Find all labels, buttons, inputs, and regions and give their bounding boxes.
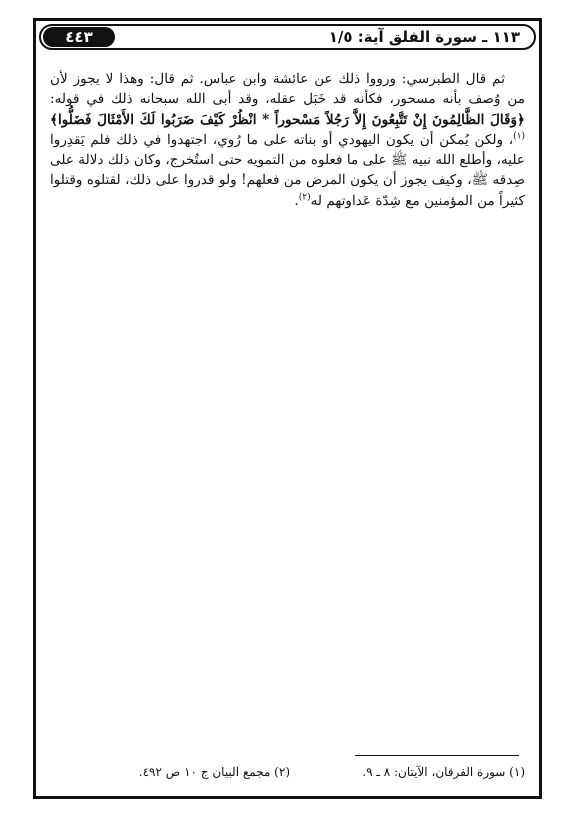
paragraph-text-start: ثم قال الطبرسي: ورووا ذلك عن عائشة وابن عباس. ثم قال: وهذا لا يجوز لأن من وُصف بأنه مسحور، فكأنه قد خَبَل عقله، وقد أبى الله سبحانه ذلك في قوله: [50,71,525,108]
footnote-1: (١) سورة الفرقان، الآيتان: ٨ ـ ٩. [362,765,525,779]
paragraph-text-continued: ، ولكن يُمكن أن يكون اليهودي أو بناته على ما رُوي، اجتهدوا في ذلك فلم يَقدِروا عليه، وأطلع الله نبيه ﷺ على ما فعلوه من التمويه حتى استُخرج، وكان ذلك دلالة على صِدقه ﷺ، وكيف يجوز أن يكون المرض من فعلهم! ولو قدروا على ذلك، لقتلوه وقتلوا كثيراً من المؤمنين مع شِدّة عَداوتهم له [50,131,525,209]
page-header [39,24,536,50]
paragraph-end: . [294,192,299,209]
footnote-divider [355,755,519,756]
footnote-ref-2: (٢) [298,192,311,203]
footnote-ref-1: (١) [513,131,525,142]
footnote-2: (٢) مجمع البيان ج ١٠ ص ٤٩٢. [138,765,290,779]
surah-title: ١١٣ ـ سورة الفلق آية: ١/٥ [328,28,520,46]
paragraph [50,69,525,211]
body-text [50,69,525,211]
page-number: ٤٤٣ [43,27,115,47]
page-frame [33,18,542,799]
quran-verse: ﴿وَقَالَ الظَّالِمُونَ إِنْ تَتَّبِعُونَ إِلاَّ رَجُلاً مَسْحوراً * انْظُرْ كَيْفَ ضَرَبُوا لَكَ الأَمْثَالَ فَضَلُّوا﴾ [50,111,525,128]
